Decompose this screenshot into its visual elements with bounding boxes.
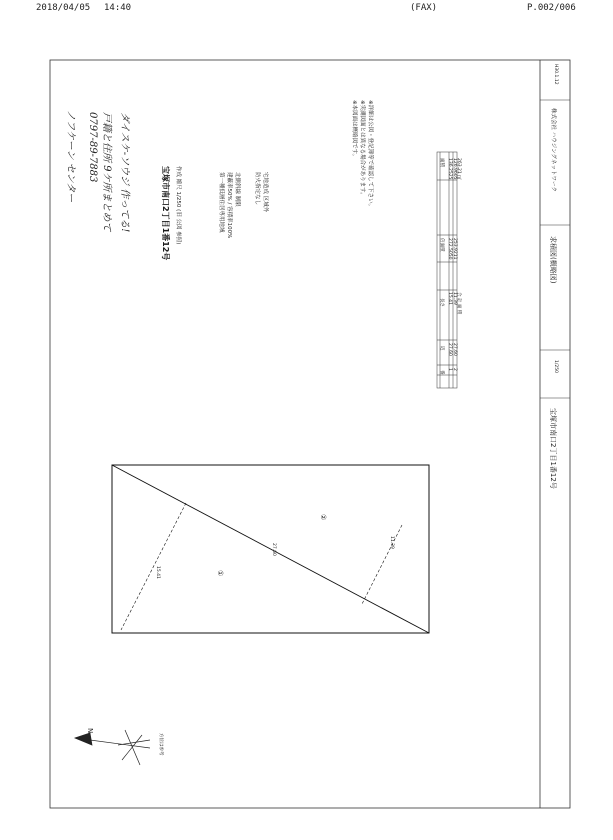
table-cell: 2 — [452, 368, 457, 371]
table-cell: 15.41 — [447, 292, 452, 305]
dimension-left: 15.41 — [155, 566, 160, 579]
zoning-note: 防火指定なし — [254, 172, 260, 206]
table-cell: 27.60 — [447, 343, 452, 356]
table-header: 面積 — [439, 158, 444, 167]
north-note: 方位は参考 — [158, 733, 163, 756]
fax-mode: (FAX) — [410, 3, 438, 13]
plot-label-2: ② — [319, 514, 327, 521]
handwritten-note-4: ダイスケ-ソウジ 作ってる! — [119, 112, 130, 233]
north-arrow-icon — [75, 730, 150, 765]
title-block-address: 宝塚市南口2丁目1番12号 — [549, 408, 557, 489]
table-total-label: 合 計 面 積 — [456, 292, 461, 315]
title-block-date: H30.1.12 — [553, 64, 558, 85]
title-block-company: 株式会社 ハウジングネットワーク — [550, 108, 556, 192]
caution-note: ※実測図面とは異なる場合があります。 — [359, 100, 365, 198]
caution-note: ※詳細は公図・登記簿等で確認して下さい。 — [367, 100, 373, 210]
dimension-right: 11.39 — [389, 536, 394, 549]
title-block-scale: 1/250 — [553, 360, 558, 373]
zoning-note: 北側斜線 制限 — [234, 172, 240, 207]
fax-date: 2018/04/05 — [36, 3, 91, 13]
table-cell: 1 — [447, 368, 452, 371]
table-cell: 11.39 — [452, 292, 457, 305]
handwritten-note-2: 0797-89-7883 — [87, 112, 98, 183]
zoning-note: 宅地造成 区域外 — [262, 172, 268, 213]
drawing-title: 宝塚市南口2丁目1番12号 — [161, 166, 170, 261]
caution-note: ※本図面は概略図です。 — [351, 100, 357, 160]
table-total-value: 263.21 ㎡ — [456, 158, 461, 180]
dimension-line-right — [362, 525, 402, 604]
table-cell: 272.5050 — [447, 238, 452, 260]
table-header: 長さ — [439, 298, 444, 307]
table-cell: 126.9605 — [452, 158, 457, 180]
handwritten-note-1: ノフケーン センター — [65, 110, 76, 203]
table-cell: 253.9211 — [452, 238, 457, 260]
dimension-center: 27.60 — [271, 543, 276, 556]
scale-line: 作成 縮尺 1/250 (旧 公図 参照) — [175, 166, 181, 245]
table-header: 辺 — [439, 346, 444, 351]
zoning-note: 第一種低層住居専用地域 — [218, 172, 224, 233]
dimension-line-left — [121, 503, 186, 630]
north-label: N — [86, 728, 94, 734]
table-header: 倍面積 — [439, 238, 444, 252]
fax-time: 14:40 — [104, 3, 132, 13]
table-cell: 136.2525 — [447, 158, 452, 180]
plot-label-1: ① — [216, 570, 224, 577]
handwritten-note-3: 戸籍と住所 9ケ所まとめて — [101, 112, 112, 232]
table-header: 番 — [439, 370, 444, 375]
fax-page-number: P.002/006 — [527, 3, 576, 13]
zoning-note: 建蔽率50% / 容積率100% — [226, 172, 232, 239]
title-block-drawing-name: 求積図(概略図) — [549, 236, 557, 284]
table-cell: 27.60 — [452, 343, 457, 356]
